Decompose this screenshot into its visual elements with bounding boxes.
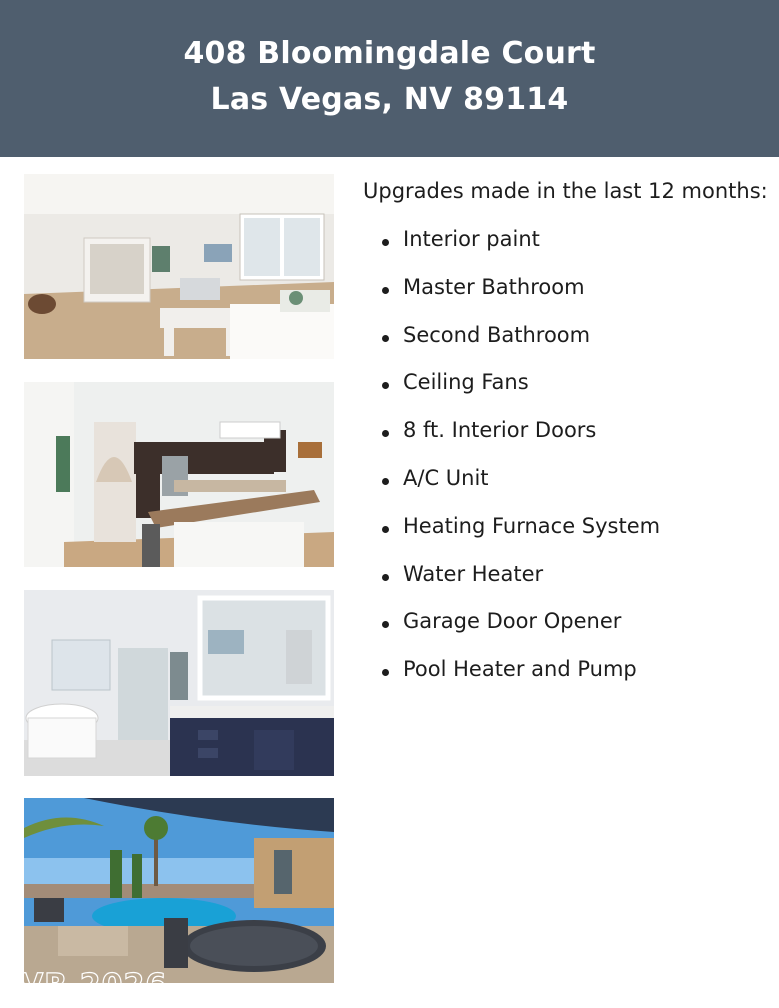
upgrade-item bbox=[380, 418, 660, 466]
upgrade-item-label: Interior paint bbox=[403, 227, 540, 251]
upgrade-item bbox=[380, 609, 660, 657]
upgrade-item bbox=[380, 370, 660, 418]
upgrade-item bbox=[380, 514, 660, 562]
kitchen-photo bbox=[24, 382, 334, 567]
upgrades-list bbox=[380, 227, 660, 705]
bullet-icon bbox=[382, 430, 389, 437]
bullet-icon bbox=[382, 382, 389, 389]
bullet-icon bbox=[382, 478, 389, 485]
address-line-1: 408 Bloomingdale Court bbox=[183, 36, 596, 71]
bullet-icon bbox=[382, 669, 389, 676]
address-line-2: Las Vegas, NV 89114 bbox=[210, 82, 569, 117]
upgrade-item-label: Garage Door Opener bbox=[403, 609, 622, 634]
bathroom-photo bbox=[24, 590, 334, 776]
upgrade-item-label: Second Bathroom bbox=[403, 322, 591, 347]
upgrade-item-label: Pool Heater and Pump bbox=[403, 657, 637, 682]
bullet-icon bbox=[382, 621, 389, 628]
upgrade-item bbox=[380, 275, 660, 323]
upgrade-item bbox=[380, 657, 660, 705]
watermark: LVR 2026 bbox=[4, 968, 168, 1003]
upgrades-title: Upgrades made in the last 12 months: bbox=[363, 179, 768, 203]
pool-photo bbox=[24, 798, 334, 983]
upgrade-item-label: Ceiling Fans bbox=[403, 370, 529, 395]
upgrade-item-label: Master Bathroom bbox=[403, 274, 585, 299]
bullet-icon bbox=[382, 239, 389, 246]
upgrade-item-label: Heating Furnace System bbox=[403, 513, 661, 538]
upgrade-item bbox=[380, 227, 660, 275]
upgrade-item-label: Water Heater bbox=[403, 561, 544, 586]
bullet-icon bbox=[382, 526, 389, 533]
bullet-icon bbox=[382, 574, 389, 581]
upgrade-item bbox=[380, 466, 660, 514]
upgrade-item-label: 8 ft. Interior Doors bbox=[403, 418, 597, 443]
bullet-icon bbox=[382, 335, 389, 342]
living-room-photo bbox=[24, 174, 334, 359]
header-banner bbox=[0, 0, 779, 157]
bullet-icon bbox=[382, 287, 389, 294]
upgrade-item-label: A/C Unit bbox=[403, 465, 489, 490]
upgrade-item bbox=[380, 562, 660, 610]
upgrade-item bbox=[380, 323, 660, 371]
